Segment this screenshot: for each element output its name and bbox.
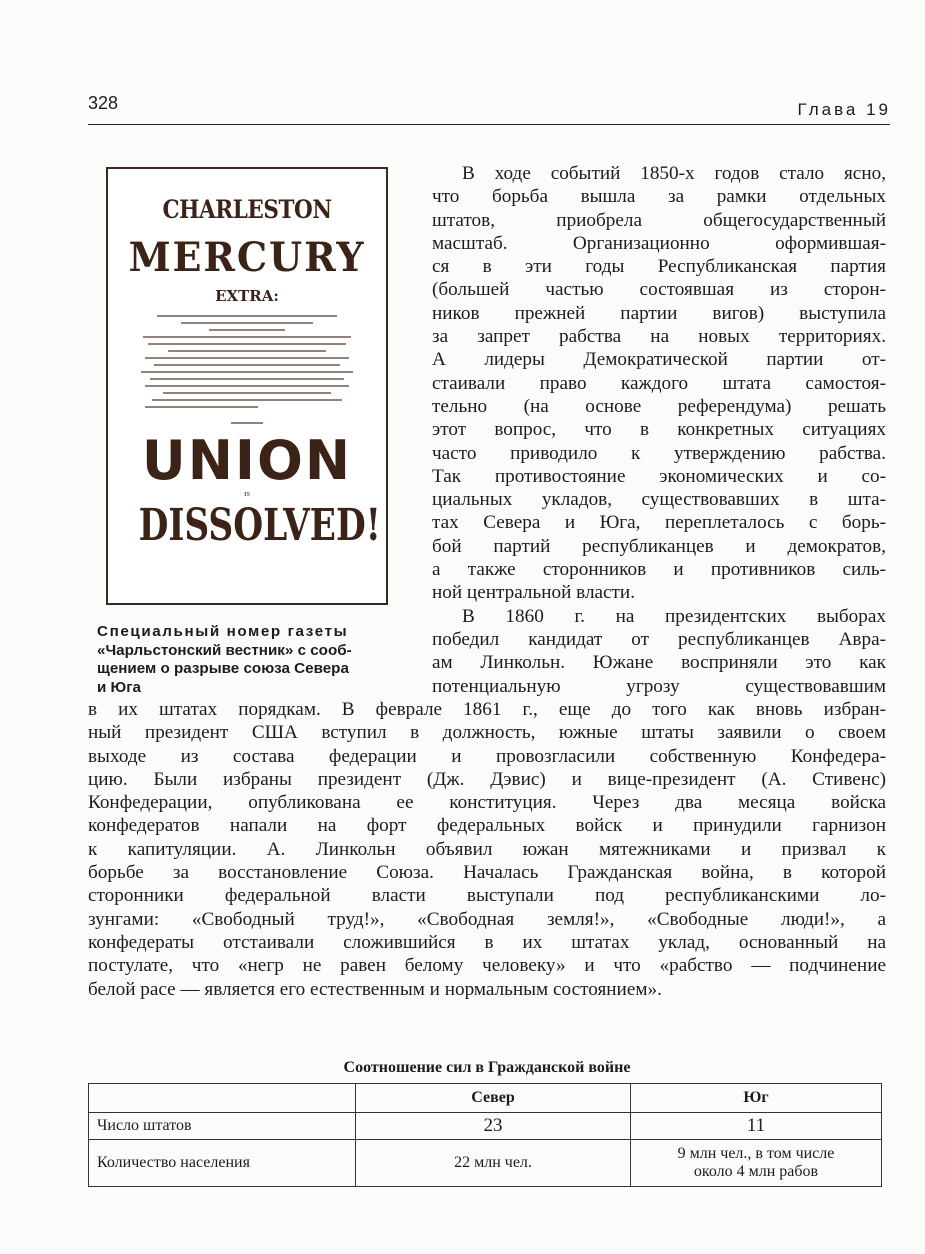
text-line: к капитуляции. А. Линкольн объявил южан мятежниками и призвал к [88, 838, 886, 860]
table-header-cell: Север [356, 1084, 631, 1113]
caption-line: и Юга [97, 678, 141, 696]
table-row [89, 1140, 882, 1187]
text-line: сторонники федеральной власти выступали под республиканскими ло- [88, 885, 886, 907]
poster-headline-union: UNION [141, 429, 353, 492]
text-line: В ходе событий 1850-х годов стало ясно, [462, 163, 886, 184]
text-line: потенциальную угрозу существовавшим [432, 675, 886, 697]
caption-line: щением о разрыве союза Севера [97, 660, 349, 677]
table-cell-south-line: около 4 млн рабов [693, 1163, 819, 1180]
text-line: В 1860 г. на президентских выборах [462, 605, 886, 627]
chapter-heading: Глава 19 [797, 100, 891, 119]
text-line: выходе из состава федерации и провозгласили собственную Конфедера- [88, 745, 886, 767]
text-line: ный президент США вступил в должность, южные штаты заявили о своем [88, 722, 886, 744]
text-line: А лидеры Демократической партии от- [432, 349, 886, 371]
text-line: часто приводило к утверждению рабства. [432, 442, 886, 464]
newspaper-image [106, 167, 388, 605]
text-line: тах Севера и Юга, переплеталось с борь- [432, 512, 886, 534]
text-line: победил кандидат от республиканцев Авра- [432, 628, 886, 650]
forces-table [88, 1083, 882, 1187]
text-line: ной центральной власти. [432, 582, 635, 604]
header-rule [88, 124, 890, 125]
text-line: ам Линкольн. Южане восприняли это как [432, 652, 886, 674]
text-line: что борьба вышла за рамки отдельных [432, 186, 886, 208]
table-header-cell: Юг [631, 1084, 882, 1113]
text-line: циальных укладов, существовавших в шта- [432, 489, 886, 511]
text-line: зунгами: «Свободный труд!», «Свободная земля!», «Свободные люди!», а [88, 908, 886, 930]
caption-line: «Чарльстонский вестник» с сооб- [97, 641, 352, 659]
body-text-right-column [432, 162, 886, 698]
poster-headline-dissolved: DISSOLVED! [138, 500, 381, 551]
table-cell-north: 22 млн чел. [356, 1140, 631, 1187]
poster-fine-print [134, 315, 360, 424]
text-line: постулате, что «негр не равен белому человеку» и что «рабство — подчинение [88, 955, 886, 977]
text-line: Конфедерации, опубликована ее конституция. Через два месяца войска [88, 792, 886, 814]
table-title: Соотношение сил в Гражданской войне [343, 1059, 631, 1076]
text-line: в их штатах порядкам. В феврале 1861 г., еще до того как вновь избран- [88, 699, 886, 720]
text-line: за запрет рабства на новых территориях. [432, 326, 886, 348]
table-cell-south: 11 [631, 1113, 882, 1140]
poster-headline-is: IS [244, 492, 250, 498]
text-line: Так противостояние экономических и со- [432, 465, 886, 487]
text-line: бой партий республиканцев и демократов, [432, 535, 886, 557]
poster-title-mercury: MERCURY [128, 234, 366, 281]
caption-line: Специальный номер газеты [97, 623, 349, 640]
table-cell-south-line: 9 млн чел., в том числе [677, 1145, 835, 1162]
text-line: цию. Были избраны президент (Дж. Дэвис) и вице-президент (А. Стивенс) [88, 768, 886, 790]
text-line: белой расе — является его естественным и нормальным состоянием». [88, 978, 662, 1000]
text-line: этот вопрос, что в конкретных ситуациях [432, 419, 886, 441]
text-line: масштаб. Организационно оформившая- [432, 232, 886, 254]
page-number: 328 [88, 93, 119, 113]
text-line: стаивали право каждого штата самостоя- [432, 372, 886, 394]
text-line: (большей частью состоявшая из сторон- [432, 279, 886, 301]
table-header-cell [89, 1084, 356, 1113]
poster-title-charleston: CHARLESTON [162, 195, 332, 224]
text-line: ся в эти годы Республиканская партия [432, 256, 886, 278]
table-cell-north: 23 [356, 1113, 631, 1140]
table-cell-label: Число штатов [89, 1113, 356, 1140]
table-cell-south [631, 1140, 882, 1187]
text-line: конфедераты отстаивали сложившийся в их штатах уклад, основанный на [88, 931, 886, 953]
table-header-row [89, 1084, 882, 1113]
table-cell-label: Количество населения [89, 1140, 356, 1187]
text-line: а также сторонников и противников силь- [432, 559, 886, 581]
body-text-full-width [88, 698, 886, 1001]
poster-extra: EXTRA: [215, 287, 279, 305]
table-row [89, 1113, 882, 1140]
text-line: тельно (на основе референдума) решать [432, 395, 886, 417]
text-line: ников прежней партии вигов) выступила [432, 302, 886, 324]
text-line: конфедератов напали на форт федеральных войск и принудили гарнизон [88, 815, 886, 837]
image-caption [97, 623, 411, 697]
text-line: борьбе за восстановление Союза. Началась Гражданская война, в которой [88, 862, 886, 884]
text-line: штатов, приобрела общегосударственный [432, 209, 886, 231]
